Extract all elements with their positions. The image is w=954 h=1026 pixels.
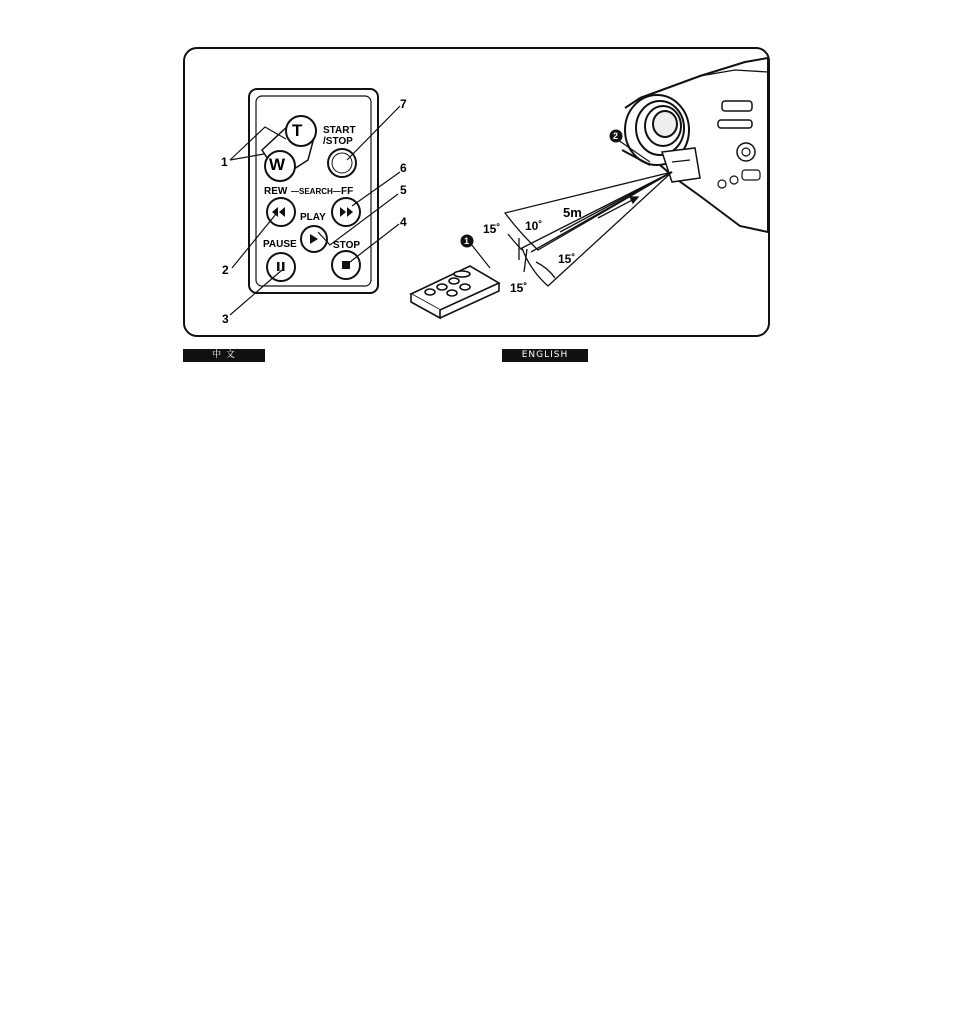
- callout-5: 5: [400, 183, 407, 197]
- angle-label-right: 15˚: [558, 252, 576, 266]
- section-tab-english: ENGLISH: [502, 349, 588, 362]
- callout-6: 6: [400, 161, 407, 175]
- remote-perspective: [411, 266, 499, 318]
- tele-label: T: [292, 121, 303, 140]
- camcorder: [622, 58, 768, 232]
- marker-1-label: 1: [464, 236, 470, 246]
- angle-label-bottom: 15˚: [510, 281, 528, 295]
- play-label: PLAY: [300, 212, 326, 223]
- start-stop-label: START /STOP: [323, 125, 356, 147]
- rew-label: REW: [264, 186, 288, 197]
- callout-1: 1: [221, 155, 228, 169]
- stop-icon: [342, 261, 350, 269]
- search-label: —SEARCH—: [291, 187, 341, 196]
- pause-label: PAUSE: [263, 239, 297, 250]
- ff-label: FF: [341, 186, 354, 197]
- callout-7: 7: [400, 97, 407, 111]
- section-tab-chinese: 中 文: [183, 349, 265, 362]
- pause-icon: [277, 262, 280, 271]
- callout-4: 4: [400, 215, 407, 229]
- callout-2: 2: [222, 263, 229, 277]
- wide-label: W: [269, 155, 286, 174]
- distance-label: 5m: [563, 205, 582, 220]
- marker-2-label: 2: [613, 131, 619, 141]
- callout-3: 3: [222, 312, 229, 326]
- angle-label-top: 10˚: [525, 219, 543, 233]
- stop-label: STOP: [333, 240, 361, 251]
- pause-button: [267, 253, 295, 281]
- angle-label-left: 15˚: [483, 222, 501, 236]
